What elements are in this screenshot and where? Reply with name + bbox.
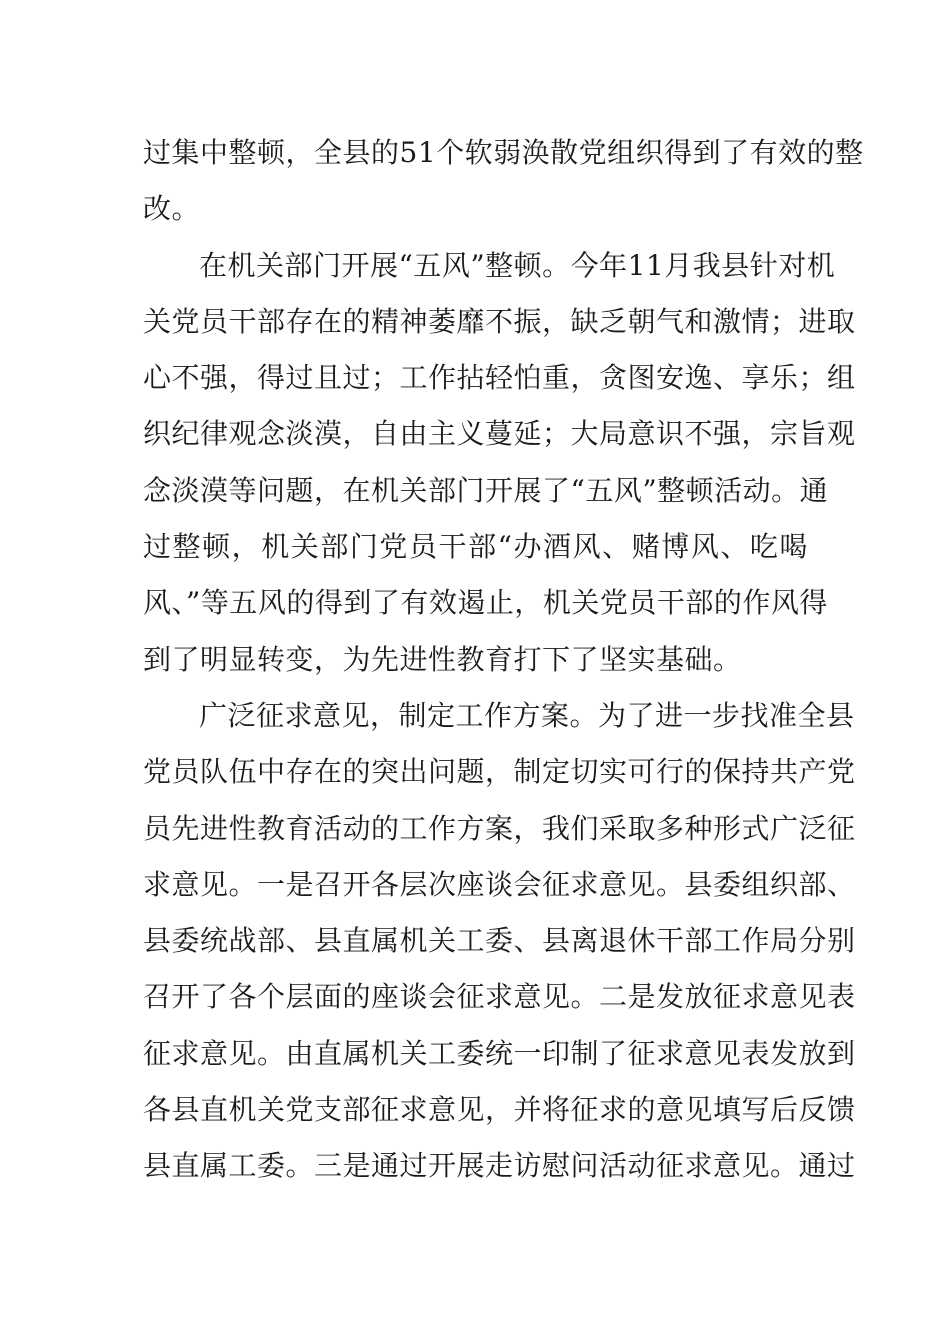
p3-line-8: 各县直机关党支部征求意见，并将征求的意见填写后反馈	[143, 1093, 856, 1127]
p2-line-1: 在机关部门开展“五风”整顿。今年11月我县针对机	[199, 248, 836, 282]
p3-line-9: 县直属工委。三是通过开展走访慰问活动征求意见。通过	[143, 1149, 856, 1183]
p2-line-3: 心不强，得过且过；工作拈轻怕重，贪图安逸、享乐；组	[143, 361, 856, 395]
p3-line-5: 县委统战部、县直属机关工委、县离退休干部工作局分别	[143, 924, 856, 958]
p3-line-7: 征求意见。由直属机关工委统一印制了征求意见表发放到	[143, 1036, 856, 1070]
p3-line-6: 召开了各个层面的座谈会征求意见。二是发放征求意见表	[143, 980, 856, 1014]
p3-line-4: 求意见。一是召开各层次座谈会征求意见。县委组织部、	[143, 867, 856, 901]
p2-line-7: 风、”等五风的得到了有效遏止，机关党员干部的作风得	[143, 586, 828, 620]
p3-line-1: 广泛征求意见，制定工作方案。为了进一步找准全县	[199, 698, 855, 732]
p2-line-4: 织纪律观念淡漠，自由主义蔓延；大局意识不强，宗旨观	[143, 417, 856, 451]
p2-line-5: 念淡漠等问题，在机关部门开展了“五风”整顿活动。通	[143, 473, 829, 507]
p2-line-2: 关党员干部存在的精神萎靡不振，缺乏朝气和激情；进取	[143, 304, 856, 338]
p1-line-1: 过集中整顿，全县的51个软弱涣散党组织得到了有效的整	[143, 136, 864, 169]
p2-line-6: 过整顿，机关部门党员干部“办酒风、赌博风、吃喝	[143, 530, 808, 564]
body-text	[143, 125, 864, 1195]
p3-line-3: 员先进性教育活动的工作方案，我们采取多种形式广泛征	[143, 811, 856, 845]
p1-line-2: 改。	[143, 192, 201, 226]
p3-line-2: 党员队伍中存在的突出问题，制定切实可行的保持共产党	[143, 755, 856, 789]
p2-line-8: 到了明显转变，为先进性教育打下了坚实基础。	[143, 642, 742, 676]
